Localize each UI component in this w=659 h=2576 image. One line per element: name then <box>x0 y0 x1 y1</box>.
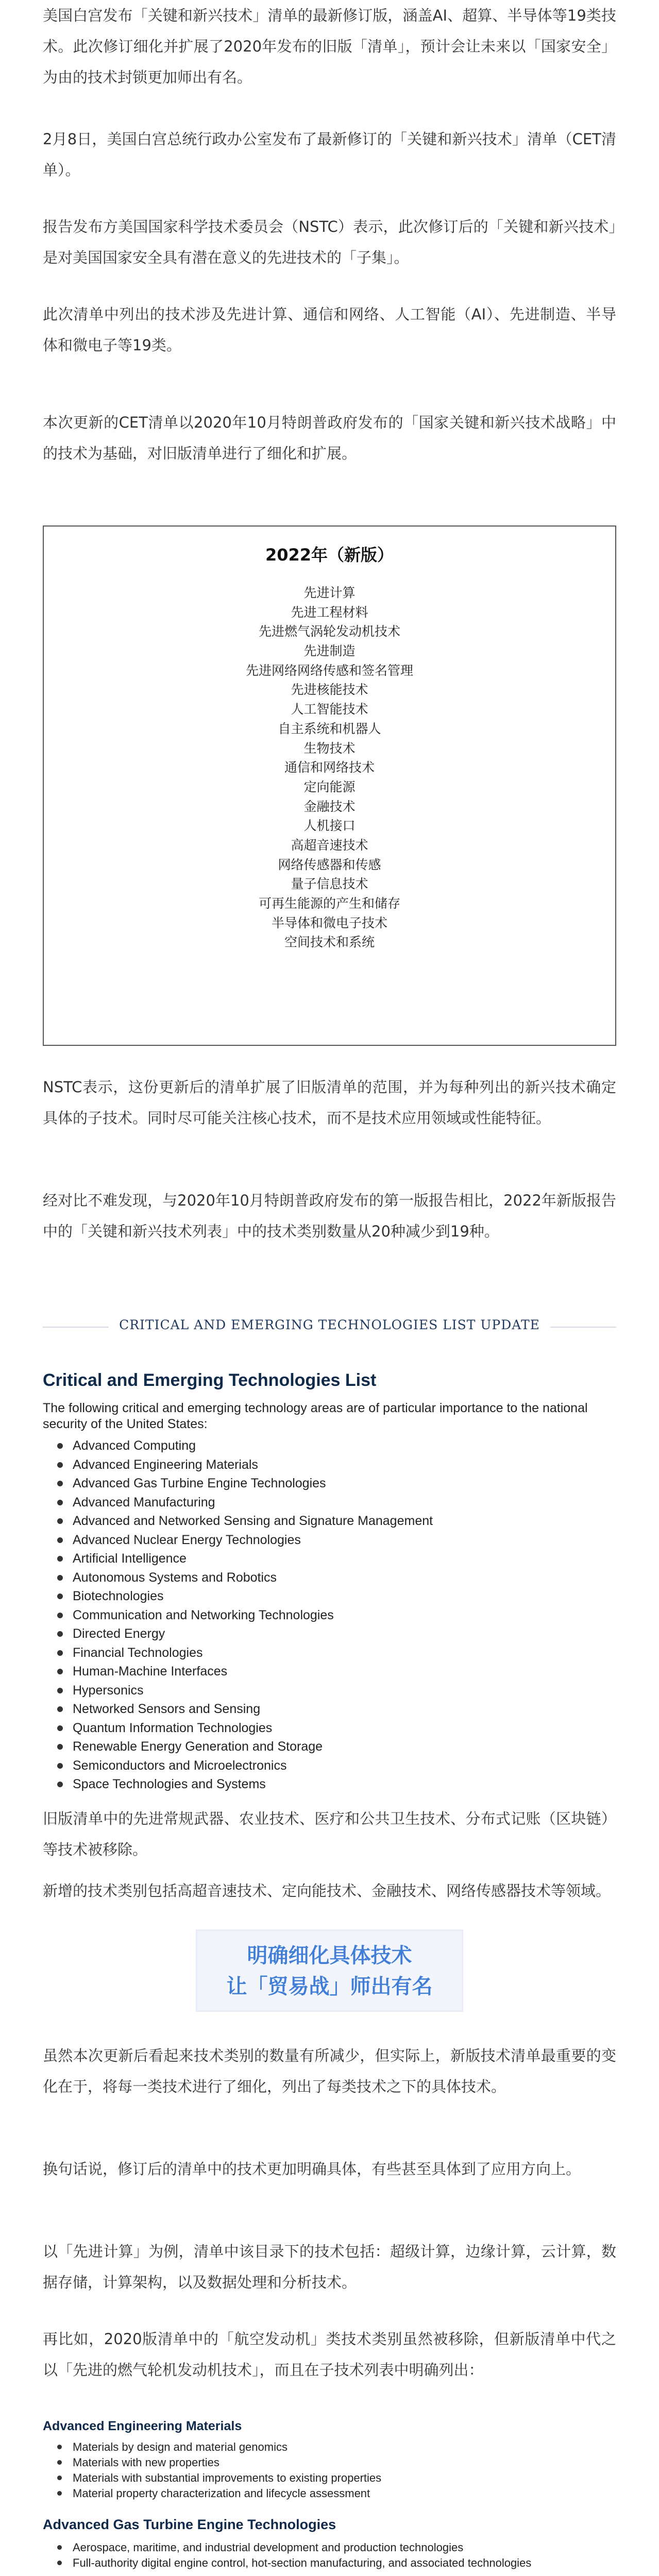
eng-list-title: Critical and Emerging Technologies List <box>43 1370 377 1390</box>
list-item: 空间技术和系统 <box>284 935 375 950</box>
detail-paragraph-4: 再比如，2020版清单中的「航空发动机」类技术类别虽然被移除，但新版清单中代之以「先进的燃气轮机发动机技术」，而且在子技术列表中明确列出： <box>43 2330 616 2379</box>
list-item: Semiconductors and Microelectronics <box>54 1756 433 1775</box>
list-item: 自主系统和机器人 <box>278 721 381 736</box>
list-item: 半导体和微电子技术 <box>271 915 387 930</box>
intro-paragraph-1: 美国白宫发布「关键和新兴技术」清单的最新修订版，涵盖AI、超算、半导体等19类技术。此次修订细化并扩展了2020年发布的旧版「清单」，预计会让未来以「国家安全」为由的技术封锁更加师出有名。 <box>43 7 616 86</box>
list-item: 量子信息技术 <box>291 876 368 892</box>
list-item: Materials by design and material genomics <box>54 2439 381 2455</box>
eng-detail-title-2: Advanced Gas Turbine Engine Technologies <box>43 2517 336 2532</box>
new-list-2022-items <box>44 583 615 952</box>
eng-detail-items-1 <box>54 2439 381 2501</box>
section-heading-line-1: 明确细化具体技术 <box>247 1944 412 1968</box>
list-item: 人工智能技术 <box>291 702 368 717</box>
intro-paragraph-3: 报告发布方美国国家科学技术委员会（NSTC）表示，此次修订后的「关键和新兴技术」是对美国国家安全具有潜在意义的先进技术的「子集」。 <box>43 218 616 266</box>
list-item: 先进制造 <box>303 643 356 659</box>
list-item: 生物技术 <box>303 740 356 756</box>
list-item: Hypersonics <box>54 1681 433 1700</box>
eng-detail-items-2 <box>54 2540 531 2571</box>
list-update-banner <box>43 1311 616 1342</box>
detail-paragraph-3: 以「先进计算」为例，清单中该目录下的技术包括：超级计算，边缘计算，云计算，数据存储，计算架构，以及数据处理和分析技术。 <box>43 2243 616 2291</box>
list-item: Artificial Intelligence <box>54 1549 433 1568</box>
list-item: 可再生能源的产生和储存 <box>258 896 400 911</box>
mid-paragraph-2: 经对比不难发现，与2020年10月特朗普政府发布的第一版报告相比，2022年新版报告中的「关键和新兴技术列表」中的技术类别数量从20种减少到19种。 <box>43 1192 616 1240</box>
intro-paragraph-2: 2月8日，美国白宫总统行政办公室发布了最新修订的「关键和新兴技术」清单（CET清单）。 <box>43 130 616 179</box>
banner-text: CRITICAL AND EMERGING TECHNOLOGIES LIST UPDATE <box>109 1317 550 1332</box>
detail-paragraph-2: 换句话说，修订后的清单中的技术更加明确具体，有些甚至具体到了应用方向上。 <box>43 2160 581 2178</box>
list-item: Advanced and Networked Sensing and Signature Management <box>54 1512 433 1531</box>
list-item: Biotechnologies <box>54 1587 433 1606</box>
list-item: Networked Sensors and Sensing <box>54 1700 433 1719</box>
list-item: Materials with new properties <box>54 2455 381 2470</box>
list-item: Material property characterization and lifecycle assessment <box>54 2486 381 2501</box>
list-item: 金融技术 <box>303 799 356 814</box>
intro-paragraph-5: 本次更新的CET清单以2020年10月特朗普政府发布的「国家关键和新兴技术战略」中的技术为基础，对旧版清单进行了细化和扩展。 <box>43 414 616 462</box>
list-item: 先进工程材料 <box>291 604 368 620</box>
list-item: Directed Energy <box>54 1624 433 1643</box>
detail-paragraph-1: 虽然本次更新后看起来技术类别的数量有所减少，但实际上，新版技术清单最重要的变化在于，将每一类技术进行了细化，列出了每类技术之下的具体技术。 <box>43 2047 616 2095</box>
list-item: Quantum Information Technologies <box>54 1719 433 1738</box>
after-eng-paragraph-2: 新增的技术类别包括高超音速技术、定向能技术、金融技术、网络传感器技术等领域。 <box>43 1882 611 1900</box>
eng-list-items <box>54 1436 433 1794</box>
list-item: Advanced Gas Turbine Engine Technologies <box>54 1474 433 1493</box>
list-item: Advanced Manufacturing <box>54 1493 433 1512</box>
section-heading-line-2: 让「贸易战」师出有名 <box>226 1975 433 1998</box>
list-item: Full-authority digital engine control, hot-section manufacturing, and associated technologies <box>54 2555 531 2571</box>
list-item: Advanced Engineering Materials <box>54 1455 433 1475</box>
list-item: 先进网络网络传感和签名管理 <box>245 663 413 678</box>
list-item: 网络传感器和传感 <box>278 857 381 872</box>
list-item: 通信和网络技术 <box>284 760 375 775</box>
list-item: Human-Machine Interfaces <box>54 1662 433 1681</box>
eng-detail-title-1: Advanced Engineering Materials <box>43 2419 242 2433</box>
list-item: 先进燃气涡轮发动机技术 <box>258 624 400 639</box>
list-item: Space Technologies and Systems <box>54 1775 433 1794</box>
list-item: 先进计算 <box>303 585 356 600</box>
list-item: 人机接口 <box>303 818 356 834</box>
list-item: Materials with substantial improvements to existing properties <box>54 2470 381 2486</box>
list-item: Autonomous Systems and Robotics <box>54 1568 433 1587</box>
mid-paragraph-1: NSTC表示，这份更新后的清单扩展了旧版清单的范围，并为每种列出的新兴技术确定具体的子技术。同时尽可能关注核心技术，而不是技术应用领域或性能特征。 <box>43 1078 616 1127</box>
list-item: Advanced Computing <box>54 1436 433 1455</box>
list-item: Financial Technologies <box>54 1643 433 1663</box>
list-item: 先进核能技术 <box>291 682 368 698</box>
new-list-2022-title: 2022年（新版） <box>265 545 394 565</box>
list-item: Aerospace, maritime, and industrial development and production technologies <box>54 2540 531 2555</box>
eng-list-description: The following critical and emerging technology areas are of particular importance to the national security of the United States: <box>43 1401 588 1431</box>
list-item: Advanced Nuclear Energy Technologies <box>54 1531 433 1550</box>
list-item: 定向能源 <box>303 779 356 794</box>
new-list-2022-box <box>43 526 616 1046</box>
intro-paragraph-4: 此次清单中列出的技术涉及先进计算、通信和网络、人工智能（AI）、先进制造、半导体和微电子等19类。 <box>43 306 616 354</box>
list-item: Communication and Networking Technologies <box>54 1606 433 1625</box>
list-item: 高超音速技术 <box>291 837 368 853</box>
after-eng-paragraph-1: 旧版清单中的先进常规武器、农业技术、医疗和公共卫生技术、分布式记账（区块链）等技术被移除。 <box>43 1810 616 1858</box>
section-heading-box <box>196 1929 463 2012</box>
list-item: Renewable Energy Generation and Storage <box>54 1737 433 1756</box>
